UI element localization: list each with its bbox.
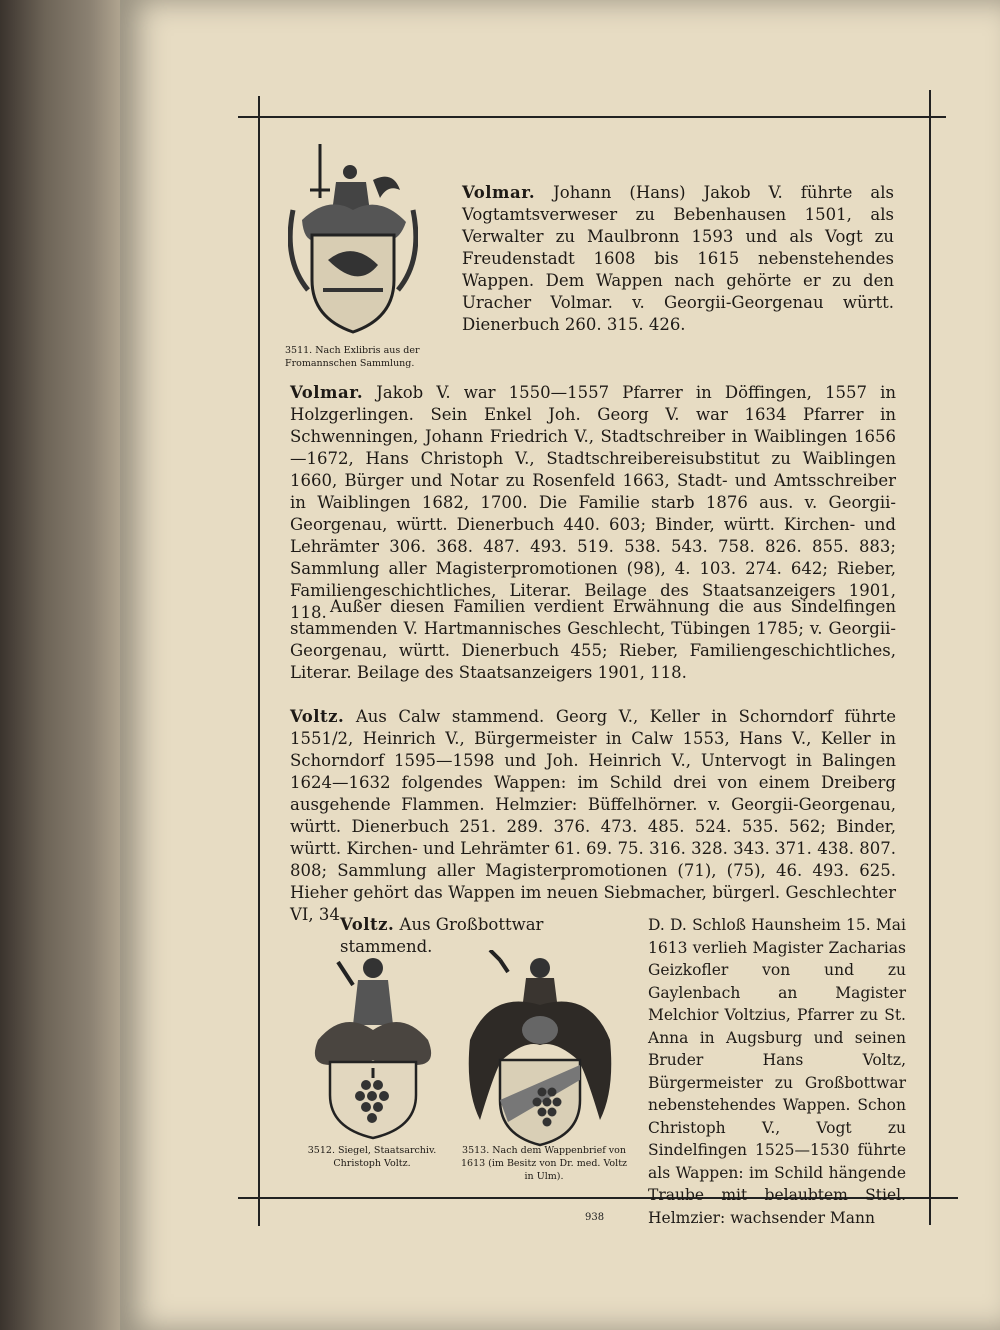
caption-3512: 3512. Siegel, Staatsarchiv. Christoph Voltz. [307, 1145, 437, 1169]
frame-line-left [258, 96, 260, 1226]
entry-volmar-1-text: Johann (Hans) Jakob V. führte als Vogtamtsverweser zu Bebenhausen 1501, als Verwalter zu Maulbronn 1593 und als Vogt zu Freudenstadt 1608 bis 1615 nebenstehendes Wappen. Dem Wappen nach gehörte er zu den Uracher Volmar. v. Georgii-Georgenau württ. Dienerbuch 260. 315. 426. [462, 183, 894, 334]
entry-voltz-2-intro: Aus Großbottwar stammend. [340, 915, 544, 956]
coat-of-arms-3511-image [288, 140, 418, 340]
frame-line-top [238, 116, 946, 118]
entry-voltz-2-head: Voltz. [340, 915, 395, 934]
entry-voltz-2 [648, 914, 906, 1229]
paragraph-ausser [290, 596, 896, 684]
entry-volmar-1-head: Volmar. [462, 183, 536, 202]
entry-volmar-1 [462, 182, 894, 336]
caption-3511: 3511. Nach Exlibris aus der Fromannschen Sammlung. [285, 345, 420, 369]
entry-volmar-2-text: Jakob V. war 1550—1557 Pfarrer in Döffingen, 1557 in Holzgerlingen. Sein Enkel Joh. Georg V. war 1634 Pfarrer in Schwenningen, Johann Friedrich V., Stadtschreiber in Waiblingen 1656—1672, Hans Christoph V., Stadtschreibereisubstitut zu Waiblingen 1660, Bürger und Notar zu Rosenfeld 1663, Stadt- und Amtsschreiber in Waiblingen 1682, 1700. Die Familie starb 1876 aus. v. Georgii-Georgenau, württ. Dienerbuch 440. 603; Binder, württ. Kirchen- und Lehrämter 306. 368. 487. 493. 519. 538. 543. 758. 826. 855. 883; Sammlung aller Magisterpromotionen (98), 4. 103. 274. 642; Rieber, Familiengeschichtliches, Literar. Beilage des Staatsanzeigers 1901, 118. [290, 383, 896, 622]
frame-line-right [929, 90, 931, 1225]
paragraph-ausser-text: Außer diesen Familien verdient Erwähnung die aus Sindelfingen stammenden V. Hartmannisches Geschlecht, Tübingen 1785; v. Georgii-Georgenau, württ. Dienerbuch 455; Rieber, Familiengeschichtliches, Literar. Beilage des Staatsanzeigers 1901, 118. [290, 597, 896, 682]
entry-voltz-1 [290, 706, 896, 926]
caption-3513: 3513. Nach dem Wappenbrief von 1613 (im Besitz von Dr. med. Voltz in Ulm). [460, 1145, 628, 1182]
entry-volmar-2-head: Volmar. [290, 383, 364, 402]
entry-voltz-1-head: Voltz. [290, 707, 345, 726]
entry-voltz-2-text: D. D. Schloß Haunsheim 15. Mai 1613 verlieh Magister Zacharias Geizkofler von und zu Gaylenbach an Magister Melchior Voltzius, Pfarrer zu St. Anna in Augsburg und seinen Bruder Hans Voltz, Bürgermeister zu Großbottwar nebenstehendes Wappen. Schon Christoph V., Vogt zu Sindelfingen 1525—1530 führte als Wappen: im Schild hängende Traube mit belaubtem Stiel. Helmzier: wachsender Mann [648, 916, 906, 1227]
entry-volmar-2 [290, 382, 896, 624]
coat-of-arms-3513-image [460, 950, 620, 1150]
coat-of-arms-3512-image [298, 950, 448, 1140]
page-number: 938 [585, 1212, 605, 1223]
entry-voltz-1-text: Aus Calw stammend. Georg V., Keller in Schorndorf führte 1551/2, Heinrich V., Bürgermeister in Calw 1553, Hans V., Keller in Schorndorf 1595—1598 und Joh. Heinrich V., Untervogt in Balingen 1624—1632 folgendes Wappen: im Schild drei von einem Dreiberg ausgehende Flammen. Helmzier: Büffelhörner. v. Georgii-Georgenau, württ. Dienerbuch 251. 289. 376. 473. 485. 524. 535. 562; Binder, württ. Kirchen- und Lehrämter 61. 69. 75. 316. 328. 343. 371. 438. 807. 808; Sammlung aller Magisterpromotionen (71), (75), 46. 493. 625. Hieher gehört das Wappen im neuen Siebmacher, bürgerl. Geschlechter VI, 34. [290, 707, 896, 924]
